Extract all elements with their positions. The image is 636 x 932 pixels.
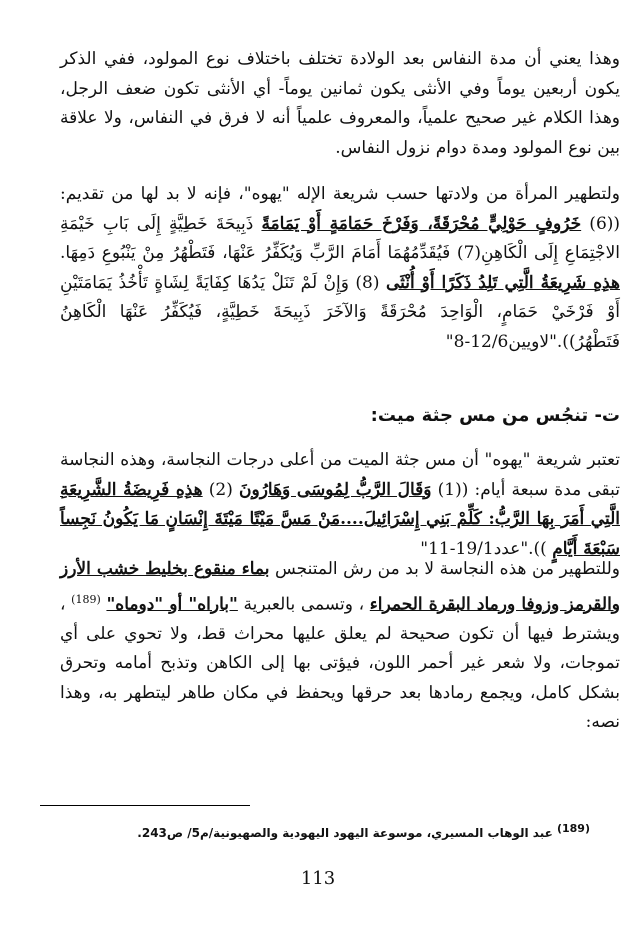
footnote	[60, 822, 590, 840]
underlined-hebrew-terms: "باراه" أو "دوماه"	[106, 594, 238, 615]
paragraph-1: وهذا يعني أن مدة النفاس بعد الولادة تختلف باختلاف نوع المولود، ففي الذكر يكون أربعين يوماً وفي الأنثى يكون ثمانين يوماً- أي الأنثى تكون ضعف الرجل، وهذا الكلام غير صحيح علمياً، والمعروف علمياً أنه لا فرق في النفاس، ولا علاقة بين نوع المولود ومدة دوام نزول النفاس.	[60, 49, 620, 158]
footnote-divider	[40, 805, 250, 806]
paragraph-2-intro: ولتطهير المرأة من ولادتها حسب شريعة الإله "يهوه"، فإنه لا بد لها من تقديم:((6)	[60, 184, 621, 234]
scripture-underlined-3: وَقَالَ الرَّبُّ لِمُوسَى وَهَارُونَ	[239, 479, 432, 500]
paragraph-3-tail: ))."عدد19/1-11"	[420, 538, 547, 559]
footnote-text: عبد الوهاب المسيري، موسوعة اليهود اليهودية والصهيونية/م5/ ص243.	[137, 826, 557, 840]
paragraph-3-mid: (2)	[202, 479, 233, 500]
section-heading: ت- تنجُس من مس جثة ميت:	[370, 405, 620, 426]
scripture-underlined-4: هذِهِ فَرِيضَةُ الشَّرِيعَةِ الَّتِي أَمَرَ بِهَا الرَّبُّ: كَلِّمْ بَنِي إِسْرَائِيلَ....مَنْ مَسَّ مَيْتًا مَيْتَةَ إِنْسَانٍ مَا يَكُونُ نَجِساً سَبْعَةَ أَيَّامٍ	[60, 479, 620, 559]
paragraph-4-tail: ، ويشترط فيها أن تكون صحيحة لم يعلق عليها محراث قط، ولا تحوي على أي تموجات، ولا شعر غير أحمر اللون، فيؤتى بها إلى الكاهن وتذبح أمامه وتحرق بشكل كامل، ويجمع رمادها بعد حرقها ويحفظ في مكان طاهر ليتطهر به، وهذا نصه:	[60, 594, 620, 733]
paragraph-4-mid: ، وتسمى بالعبرية	[237, 594, 365, 615]
paragraph-2	[60, 180, 620, 357]
page-number: 113	[300, 868, 336, 889]
underlined-ingredients: بماء منقوع بخليط خشب الأرز والقرمز وزوفا ورماد البقرة الحمراء	[60, 559, 621, 615]
paragraph-2-tail: (8) وَإِنْ لَمْ تَنَلْ يَدُهَا كِفَايَةً لِشَاةٍ تَأْخُذُ يَمَامَتَيْنِ أَوْ فَرْخَيْ حَمَامٍ، الْوَاحِدَ مُحْرَقَةً وَالآخَرَ ذَبِيحَةَ خَطِيَّةٍ، فَيُكَفِّرُ عَنْهَا الْكَاهِنُ فَتَطْهُرُ))."لاويين12/6-8"	[60, 272, 620, 352]
footnote-reference: (189)	[71, 592, 101, 606]
paragraph-2-mid: ذَبِيحَةَ خَطِيَّةٍ إِلَى بَابِ خَيْمَةِ الاجْتِمَاعِ إِلَى الْكَاهِنِ(7) فَيُقَدِّمُهُمَا أَمَامَ الرَّبِّ وَيُكَفِّرُ عَنْهَا، فَتَطْهُرُ مِنْ يَنْبُوعِ دَمِهَا.	[60, 213, 620, 263]
footnote-number: (189)	[556, 822, 590, 835]
scripture-underlined-1: خَرُوفٍ حَوْلِيٍّ مُحْرَقَةً، وَفَرْخَ حَمَامَةٍ أَوْ يَمَامَةً	[261, 213, 582, 234]
paragraph-3-intro: تعتبر شريعة "يهوه" أن مس جثة الميت من أعلى درجات النجاسة، وهذه النجاسة تبقى مدة سبعة أيام: ((1)	[60, 450, 620, 500]
paragraph-4-intro: وللتطهير من هذه النجاسة لا بد من رش المتنجس	[274, 559, 620, 579]
scripture-underlined-2: هذِهِ شَرِيعَةُ الَّتِي تَلِدُ ذَكَرًا أَوْ أُنْثَى	[385, 272, 620, 293]
paragraph-3	[60, 446, 620, 564]
paragraph-4	[60, 555, 620, 738]
